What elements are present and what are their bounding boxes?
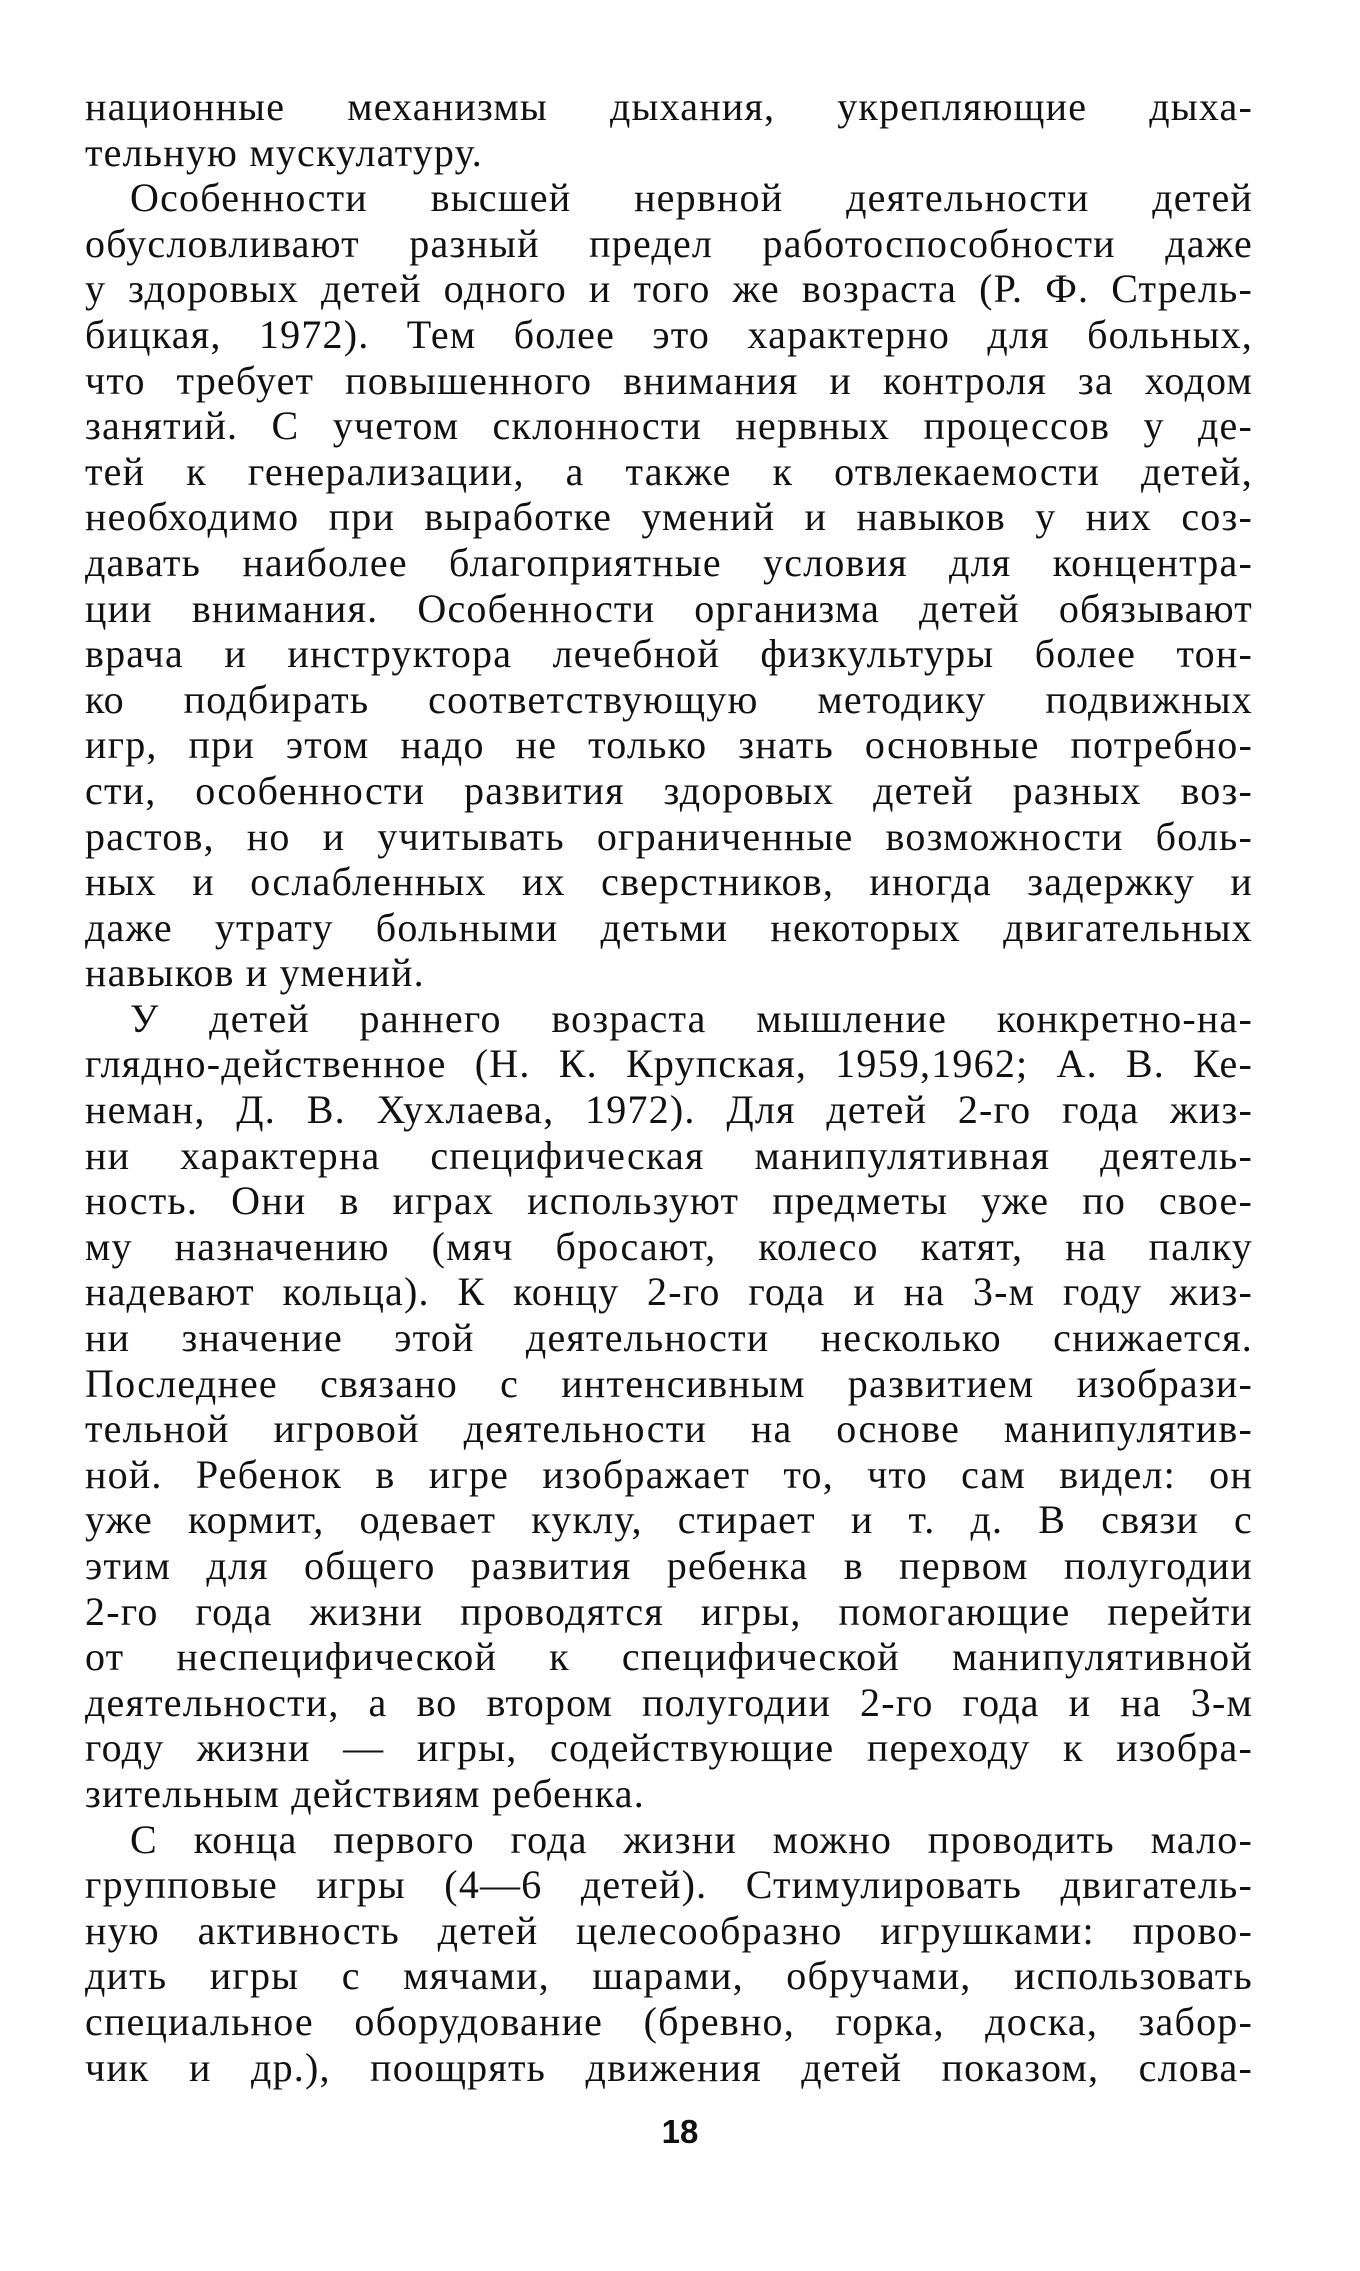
text-line: навыков и умений. xyxy=(85,950,425,996)
text-line: специальное оборудование (бревно, горка, доска, забор- xyxy=(85,1998,1253,2044)
text-line: му назначению (мяч бросают, колесо катят, на палку xyxy=(85,1223,1253,1269)
text-line: у здоровых детей одного и того же возраста (Р. Ф. Стрель- xyxy=(85,266,1253,312)
text-line: деятельности, а во втором полугодии 2-го года и на 3-м xyxy=(85,1679,1253,1725)
text-line: национные механизмы дыхания, укрепляющие дыха- xyxy=(85,84,1253,129)
text-line: зительным действиям ребенка. xyxy=(85,1770,645,1816)
text-line: ных и ослабленных их сверстников, иногда задержку и xyxy=(85,859,1253,905)
text-line: У детей раннего возраста мышление конкретно-на- xyxy=(130,995,1253,1041)
text-line: тельную мускулатуру. xyxy=(85,129,484,175)
text-line: ко подбирать соответствующую методику подвижных xyxy=(85,676,1253,722)
page-number: 18 xyxy=(661,2113,699,2150)
text-line: тельной игровой деятельности на основе манипулятив- xyxy=(85,1406,1253,1452)
text-line: чик и др.), поощрять движения детей показом, слова- xyxy=(85,2044,1253,2090)
text-line: неман, Д. В. Хухлаева, 1972). Для детей 2-го года жиз- xyxy=(85,1087,1253,1133)
text-line: сти, особенности развития здоровых детей разных воз- xyxy=(85,767,1253,813)
text-line: тей к генерализации, а также к отвлекаемости детей, xyxy=(85,448,1253,494)
text-line: 2-го года жизни проводятся игры, помогающие перейти xyxy=(85,1588,1253,1634)
text-line: уже кормит, одевает куклу, стирает и т. д. В связи с xyxy=(85,1497,1253,1543)
text-line: ни значение этой деятельности несколько снижается. xyxy=(85,1315,1253,1361)
text-line: Особенности высшей нервной деятельности детей xyxy=(130,175,1253,221)
page-body xyxy=(85,84,1253,2090)
paragraph-2 xyxy=(85,175,1253,996)
text-line: дить игры с мячами, шарами, обручами, использовать xyxy=(85,1953,1253,1999)
text-line: году жизни — игры, содействующие переходу к изобра- xyxy=(85,1725,1253,1771)
text-line: от неспецифической к специфической манипулятивной xyxy=(85,1634,1253,1680)
paragraph-4 xyxy=(85,1817,1253,2091)
text-line: давать наиболее благоприятные условия для концентра- xyxy=(85,539,1253,585)
text-line: глядно-действенное (Н. К. Крупская, 1959,1962; А. В. Ке- xyxy=(85,1041,1253,1087)
text-line: что требует повышенного внимания и контроля за ходом xyxy=(85,357,1253,403)
text-line: даже утрату больными детьми некоторых двигательных xyxy=(85,904,1253,950)
text-line: надевают кольца). К концу 2-го года и на 3-м году жиз- xyxy=(85,1269,1253,1315)
text-line: необходимо при выработке умений и навыков у них соз- xyxy=(85,494,1253,540)
text-line: ни характерна специфическая манипулятивная деятель- xyxy=(85,1132,1253,1178)
text-line: занятий. С учетом склонности нервных процессов у де- xyxy=(85,403,1253,449)
text-line: бицкая, 1972). Тем более это характерно для больных, xyxy=(85,311,1253,357)
text-line: врача и инструктора лечебной физкультуры более тон- xyxy=(85,631,1253,677)
text-line: ную активность детей целесообразно игрушками: прово- xyxy=(85,1907,1253,1953)
text-line: С конца первого года жизни можно проводить мало- xyxy=(130,1816,1253,1862)
text-line: растов, но и учитывать ограниченные возможности боль- xyxy=(85,813,1253,859)
text-line: этим для общего развития ребенка в первом полугодии xyxy=(85,1543,1253,1588)
text-line: ции внимания. Особенности организма детей обязывают xyxy=(85,585,1253,631)
text-line: групповые игры (4—6 детей). Стимулировать двигатель- xyxy=(85,1862,1253,1908)
text-line: ной. Ребенок в игре изображает то, что сам видел: он xyxy=(85,1451,1253,1497)
text-line: Последнее связано с интенсивным развитием изобрази- xyxy=(85,1360,1253,1406)
paragraph-3 xyxy=(85,996,1253,1817)
text-line: ность. Они в играх используют предметы уже по свое- xyxy=(85,1178,1253,1224)
text-line: обусловливают разный предел работоспособности даже xyxy=(85,220,1253,266)
text-line: игр, при этом надо не только знать основные потребно- xyxy=(85,722,1253,768)
paragraph-1 xyxy=(85,84,1253,175)
